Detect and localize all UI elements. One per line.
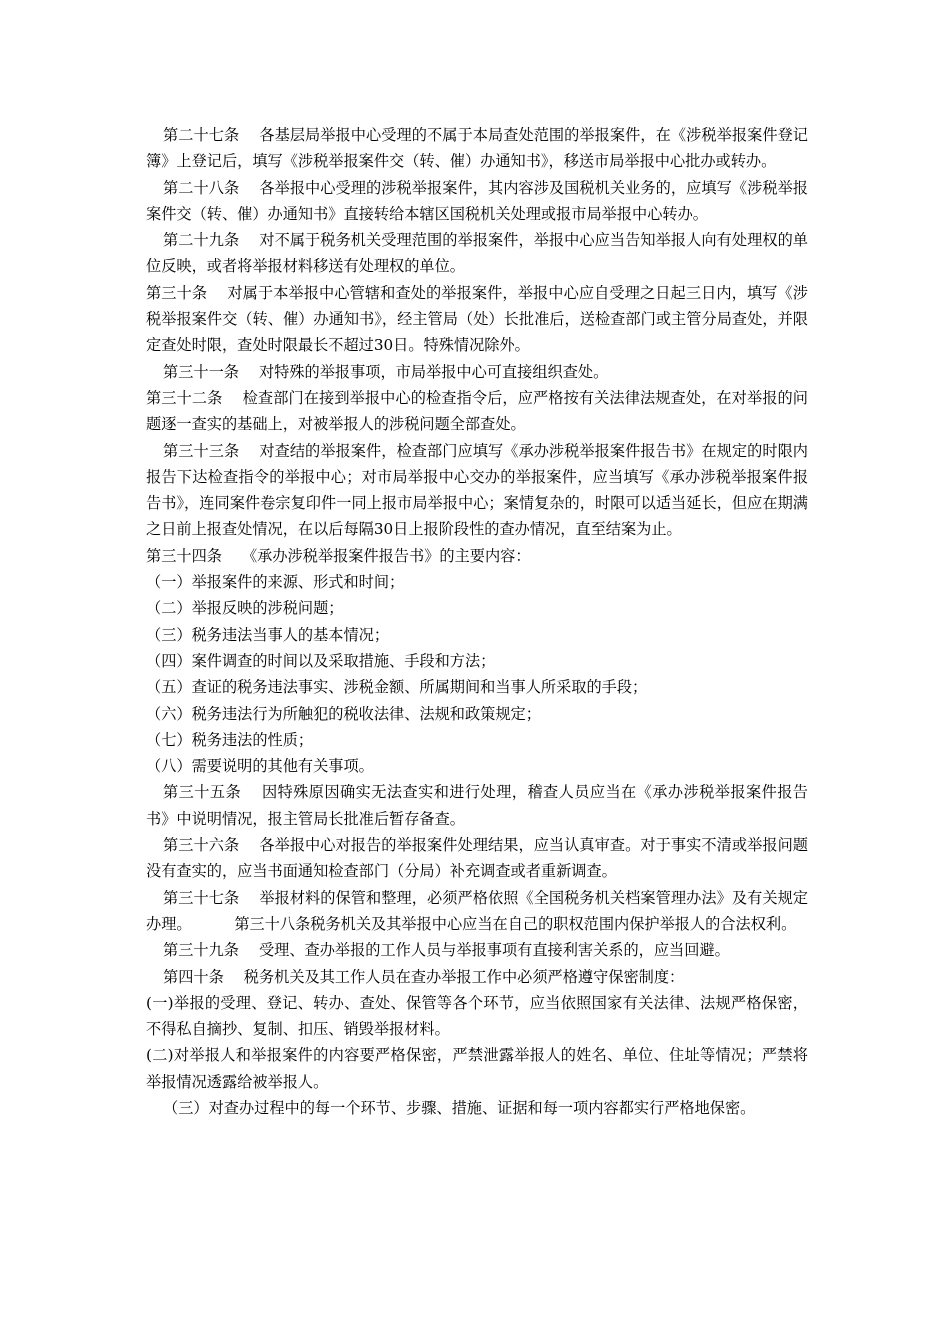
document-paragraph: （三）税务违法当事人的基本情况； (146, 625, 389, 644)
document-paragraph: （四）案件调查的时间以及采取措施、手段和方法； (146, 651, 496, 670)
document-paragraph: 第三十一条 对特殊的举报事项，市局举报中心可直接组织查处。 (163, 362, 609, 381)
document-paragraph: 第二十八条 各举报中心受理的涉税举报案件，其内容涉及国税机关业务的，应填写《涉税举报案件交（转、催）办通知书》直接转给本辖区国税机关处理或报市局举报中心转办。 (146, 178, 808, 223)
document-paragraph: （三）对查办过程中的每一个环节、步骤、措施、证据和每一项内容都实行严格地保密。 (163, 1098, 756, 1117)
document-paragraph: 第三十七条 举报材料的保管和整理，必须严格依照《全国税务机关档案管理办法》及有关规定办理。 第三十八条税务机关及其举报中心应当在自己的职权范围内保护举报人的合法权利。 (146, 888, 808, 933)
document-paragraph: 第三十二条 检查部门在接到举报中心的检查指令后，应严格按有关法律法规查处，在对举报的问题逐一查实的基础上，对被举报人的涉税问题全部查处。 (146, 388, 808, 434)
document-paragraph: （一）举报案件的来源、形式和时间； (146, 573, 405, 592)
document-paragraph: 第四十条 税务机关及其工作人员在查办举报工作中必须严格遵守保密制度： (163, 967, 685, 986)
document-paragraph: (二)对举报人和举报案件的内容要严格保密，严禁泄露举报人的姓名、单位、住址等情况；严禁将举报情况透露给被举报人。 (146, 1046, 808, 1091)
document-body (146, 122, 808, 1121)
document-paragraph: （八）需要说明的其他有关事项。 (146, 757, 374, 776)
document-paragraph: (一)举报的受理、登记、转办、查处、保管等各个环节，应当依照国家有关法律、法规严格保密，不得私自摘抄、复制、扣压、销毁举报材料。 (146, 993, 808, 1039)
document-paragraph: （六）税务违法行为所触犯的税收法律、法规和政策规定； (146, 704, 541, 723)
document-paragraph: 第二十七条 各基层局举报中心受理的不属于本局查处范围的举报案件，在《涉税举报案件登记簿》上登记后，填写《涉税举报案件交（转、催）办通知书》，移送市局举报中心批办或转办。 (146, 126, 808, 171)
document-paragraph: 第三十条 对属于本举报中心管辖和查处的举报案件，举报中心应自受理之日起三日内，填写《涉税举报案件交（转、催）办通知书》，经主管局（处）长批准后，送检查部门或主管分局查处，并限定查处时限，查处时限最长不超过30日。特殊情况除外。 (146, 283, 808, 355)
document-paragraph: 第三十六条 各举报中心对报告的举报案件处理结果，应当认真审查。对于事实不清或举报问题没有查实的，应当书面通知检查部门（分局）补充调查或者重新调查。 (146, 836, 808, 881)
document-paragraph: 第三十九条 受理、查办举报的工作人员与举报事项有直接利害关系的，应当回避。 (163, 941, 730, 960)
document-paragraph: 第三十四条 《承办涉税举报案件报告书》的主要内容： (146, 546, 531, 565)
document-paragraph: 第二十九条 对不属于税务机关受理范围的举报案件，举报中心应当告知举报人向有处理权的单位反映，或者将举报材料移送有处理权的单位。 (146, 231, 808, 276)
document-paragraph: 第三十五条 因特殊原因确实无法查实和进行处理，稽查人员应当在《承办涉税举报案件报告书》中说明情况，报主管局长批准后暂存备查。 (146, 783, 808, 828)
document-paragraph: （五）查证的税务违法事实、涉税金额、所属期间和当事人所采取的手段； (146, 678, 648, 697)
document-paragraph: （七）税务违法的性质； (146, 730, 314, 749)
document-paragraph: （二）举报反映的涉税问题； (146, 599, 344, 618)
document-paragraph: 第三十三条 对查结的举报案件，检查部门应填写《承办涉税举报案件报告书》在规定的时限内报告下达检查指令的举报中心；对市局举报中心交办的举报案件，应当填写《承办涉税举报案件报告书》，连同案件卷宗复印件一同上报市局举报中心；案情复杂的，时限可以适当延长，但应在期满之日前上报查处情况，在以后每隔30日上报阶段性的查办情况，直至结案为止。 (146, 441, 808, 539)
